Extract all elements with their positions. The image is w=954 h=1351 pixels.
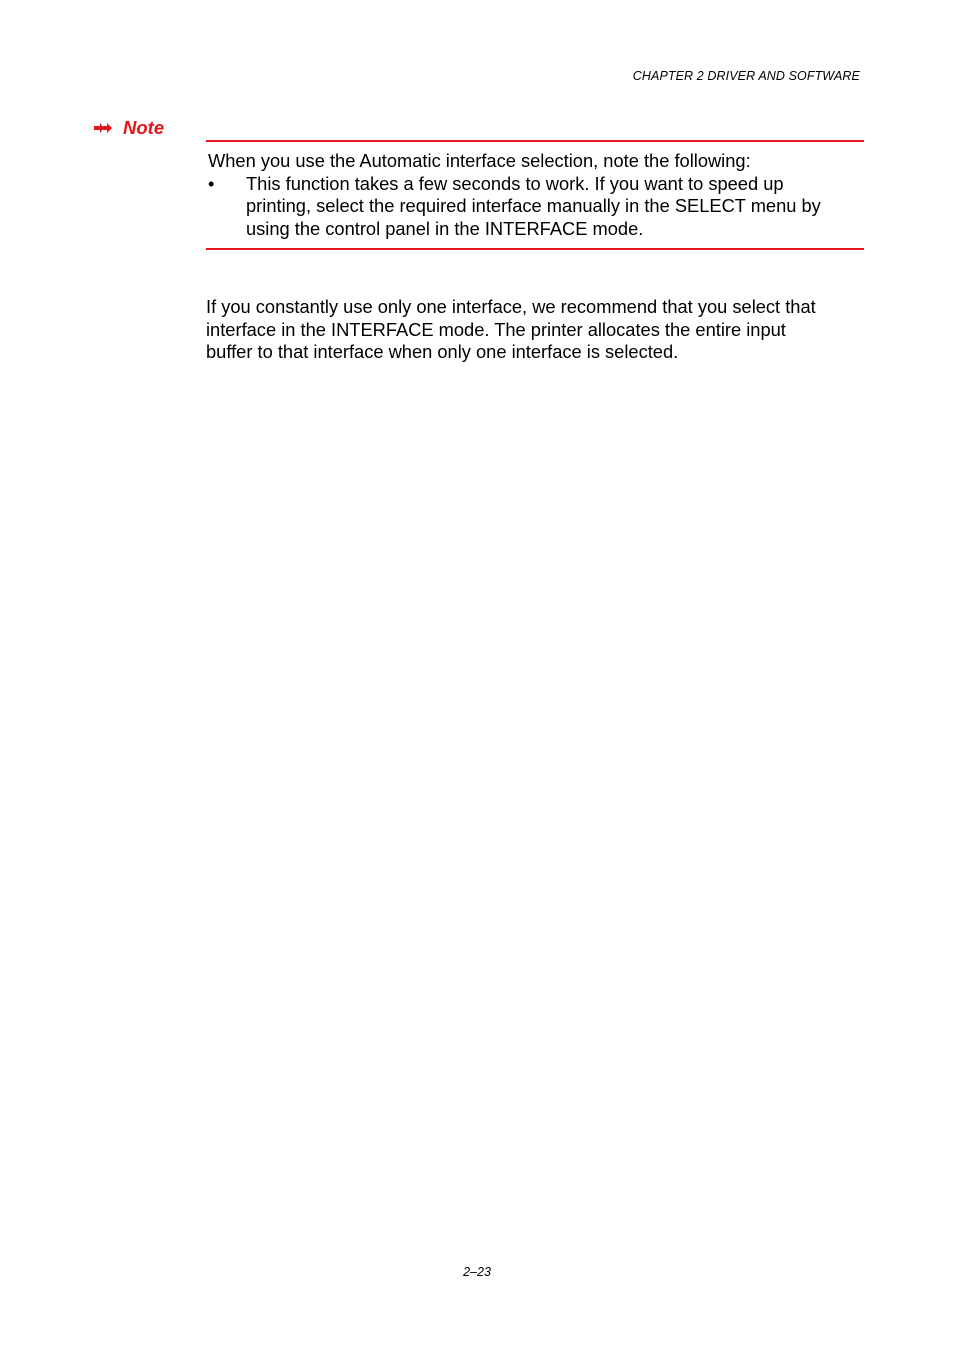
chapter-header: CHAPTER 2 DRIVER AND SOFTWARE [632, 69, 860, 83]
bullet-text [246, 173, 864, 241]
page-number: 2–23 [463, 1265, 491, 1279]
paragraph-line: buffer to that interface when only one interface is selected. [206, 341, 679, 362]
note-heading [93, 117, 164, 139]
bullet-line: printing, select the required interface manually in the SELECT menu by [246, 195, 821, 216]
paragraph-line: If you constantly use only one interface, we recommend that you select that [206, 296, 816, 317]
bullet-line: using the control panel in the INTERFACE mode. [246, 217, 644, 239]
bullet-line: This function takes a few seconds to work. If you want to speed up [246, 172, 784, 194]
paragraph-line: interface in the INTERFACE mode. The printer allocates the entire input [206, 318, 786, 340]
note-body [208, 150, 864, 240]
bullet-mark: • [208, 172, 215, 194]
note-intro: When you use the Automatic interface selection, note the following: [208, 150, 751, 171]
note-bottom-rule [206, 248, 864, 250]
note-bullet-item [208, 173, 864, 241]
double-arrow-icon [93, 121, 113, 135]
body-paragraph [206, 296, 866, 364]
note-top-rule [206, 140, 864, 142]
note-title: Note [123, 117, 165, 138]
